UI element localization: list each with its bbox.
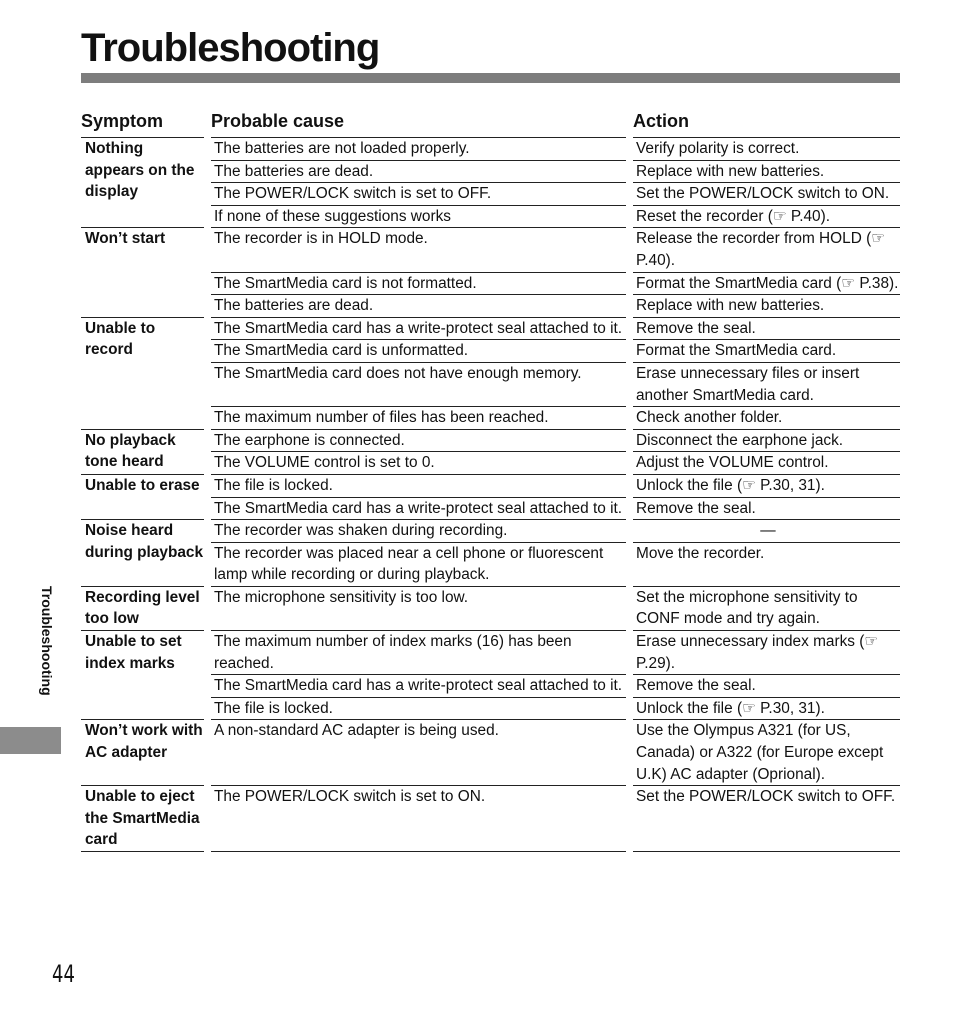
action-cell: Move the recorder. (633, 542, 900, 586)
column-gap (626, 674, 633, 697)
column-gap (626, 294, 633, 317)
page-title: Troubleshooting (81, 26, 380, 70)
column-gap (626, 227, 633, 271)
cause-cell: A non-standard AC adapter is being used. (211, 719, 626, 785)
cause-cell: The VOLUME control is set to 0. (211, 451, 626, 474)
column-gap (204, 362, 211, 406)
action-cell: Format the SmartMedia card (☞ P.38). (633, 272, 900, 295)
action-cell: Unlock the file (☞ P.30, 31). (633, 474, 900, 497)
column-gap (204, 630, 211, 674)
cause-cell: The batteries are dead. (211, 160, 626, 183)
symptom-cell: Unable to erase (81, 474, 204, 519)
header-action: Action (633, 111, 689, 131)
symptom-cell: Recording level too low (81, 586, 204, 630)
action-cell: Use the Olympus A321 (for US, Canada) or A322 (for Europe except U.K) AC adapter (Oprional). (633, 719, 900, 785)
symptom-cell: Unable to eject the SmartMedia card (81, 785, 204, 852)
page-number: 44 (52, 960, 75, 988)
table-row (81, 227, 900, 271)
column-gap (626, 785, 633, 852)
action-cell: Erase unnecessary index marks (☞ P.29). (633, 630, 900, 674)
cause-cell: The POWER/LOCK switch is set to OFF. (211, 182, 626, 205)
cause-cell: The batteries are not loaded properly. (211, 137, 626, 160)
cause-cell: The SmartMedia card is unformatted. (211, 339, 626, 362)
column-gap (626, 339, 633, 362)
cause-cell: The SmartMedia card has a write-protect seal attached to it. (211, 674, 626, 697)
troubleshooting-table-body (81, 137, 900, 852)
column-gap (204, 339, 211, 362)
table-row (81, 497, 900, 520)
column-gap (204, 294, 211, 317)
action-cell: — (633, 519, 900, 542)
column-gap (204, 542, 211, 586)
cause-cell: The recorder is in HOLD mode. (211, 227, 626, 271)
action-cell: Replace with new batteries. (633, 294, 900, 317)
column-gap (626, 205, 633, 228)
column-gap (626, 272, 633, 295)
cause-cell: The SmartMedia card does not have enough memory. (211, 362, 626, 406)
cause-cell: The maximum number of files has been reached. (211, 406, 626, 429)
column-gap (626, 451, 633, 474)
column-gap (204, 205, 211, 228)
symptom-cell: Unable to set index marks (81, 630, 204, 719)
table-row (81, 317, 900, 340)
table-row (81, 406, 900, 429)
table-row (81, 451, 900, 474)
column-gap (204, 785, 211, 852)
column-gap (204, 137, 211, 160)
cause-cell: The batteries are dead. (211, 294, 626, 317)
symptom-cell: Won’t start (81, 227, 204, 316)
table-row (81, 362, 900, 406)
action-cell: Release the recorder from HOLD (☞ P.40). (633, 227, 900, 271)
column-gap (626, 519, 633, 542)
table-row (81, 429, 900, 452)
section-tab-marker (0, 727, 61, 754)
action-cell: Reset the recorder (☞ P.40). (633, 205, 900, 228)
cause-cell: The SmartMedia card is not formatted. (211, 272, 626, 295)
column-gap (204, 719, 211, 785)
symptom-cell: Unable to record (81, 317, 204, 429)
column-gap (204, 519, 211, 542)
column-gap (204, 474, 211, 497)
cause-cell: The SmartMedia card has a write-protect seal attached to it. (211, 497, 626, 520)
column-gap (204, 272, 211, 295)
table-row (81, 785, 900, 852)
column-gap (204, 697, 211, 720)
table-row (81, 519, 900, 542)
column-gap (626, 406, 633, 429)
action-cell: Check another folder. (633, 406, 900, 429)
column-gap (626, 497, 633, 520)
action-cell: Set the microphone sensitivity to CONF mode and try again. (633, 586, 900, 630)
table-row (81, 294, 900, 317)
action-cell: Disconnect the earphone jack. (633, 429, 900, 452)
column-gap (626, 719, 633, 785)
action-cell: Unlock the file (☞ P.30, 31). (633, 697, 900, 720)
column-gap (204, 586, 211, 630)
action-cell: Remove the seal. (633, 497, 900, 520)
column-gap (626, 697, 633, 720)
table-row (81, 674, 900, 697)
symptom-cell: Noise heard during playback (81, 519, 204, 586)
cause-cell: The file is locked. (211, 697, 626, 720)
column-gap (626, 362, 633, 406)
action-cell: Erase unnecessary files or insert another SmartMedia card. (633, 362, 900, 406)
cause-cell: The POWER/LOCK switch is set to ON. (211, 785, 626, 852)
header-probable-cause: Probable cause (211, 111, 345, 131)
table-row (81, 182, 900, 205)
side-section-label: Troubleshooting (39, 586, 55, 696)
cause-cell: The SmartMedia card has a write-protect seal attached to it. (211, 317, 626, 340)
column-gap (626, 429, 633, 452)
header-symptom: Symptom (81, 111, 164, 131)
table-row (81, 586, 900, 630)
action-cell: Set the POWER/LOCK switch to OFF. (633, 785, 900, 852)
cause-cell: The maximum number of index marks (16) has been reached. (211, 630, 626, 674)
column-gap (626, 542, 633, 586)
table-row (81, 630, 900, 674)
column-gap (626, 160, 633, 183)
table-row (81, 697, 900, 720)
column-gap (204, 451, 211, 474)
table-row (81, 272, 900, 295)
column-gap (204, 497, 211, 520)
action-cell: Replace with new batteries. (633, 160, 900, 183)
column-gap (204, 429, 211, 452)
action-cell: Format the SmartMedia card. (633, 339, 900, 362)
column-gap (204, 227, 211, 271)
column-gap (626, 317, 633, 340)
troubleshooting-table (81, 137, 900, 852)
table-row (81, 339, 900, 362)
column-gap (626, 137, 633, 160)
symptom-cell: No playback tone heard (81, 429, 204, 474)
symptom-cell: Nothing appears on the display (81, 137, 204, 227)
cause-cell: The file is locked. (211, 474, 626, 497)
table-row (81, 137, 900, 160)
column-gap (626, 474, 633, 497)
action-cell: Remove the seal. (633, 674, 900, 697)
action-cell: Adjust the VOLUME control. (633, 451, 900, 474)
cause-cell: If none of these suggestions works (211, 205, 626, 228)
action-cell: Set the POWER/LOCK switch to ON. (633, 182, 900, 205)
cause-cell: The recorder was placed near a cell phone or fluorescent lamp while recording or during playback. (211, 542, 626, 586)
column-gap (204, 182, 211, 205)
table-row (81, 719, 900, 785)
title-rule (81, 73, 900, 83)
table-row (81, 160, 900, 183)
column-gap (626, 182, 633, 205)
table-row (81, 542, 900, 586)
column-gap (204, 317, 211, 340)
column-gap (626, 586, 633, 630)
action-cell: Remove the seal. (633, 317, 900, 340)
table-row (81, 474, 900, 497)
symptom-cell: Won’t work with AC adapter (81, 719, 204, 785)
column-gap (204, 406, 211, 429)
cause-cell: The microphone sensitivity is too low. (211, 586, 626, 630)
column-gap (204, 674, 211, 697)
cause-cell: The earphone is connected. (211, 429, 626, 452)
column-gap (204, 160, 211, 183)
cause-cell: The recorder was shaken during recording. (211, 519, 626, 542)
action-cell: Verify polarity is correct. (633, 137, 900, 160)
table-row (81, 205, 900, 228)
column-gap (626, 630, 633, 674)
